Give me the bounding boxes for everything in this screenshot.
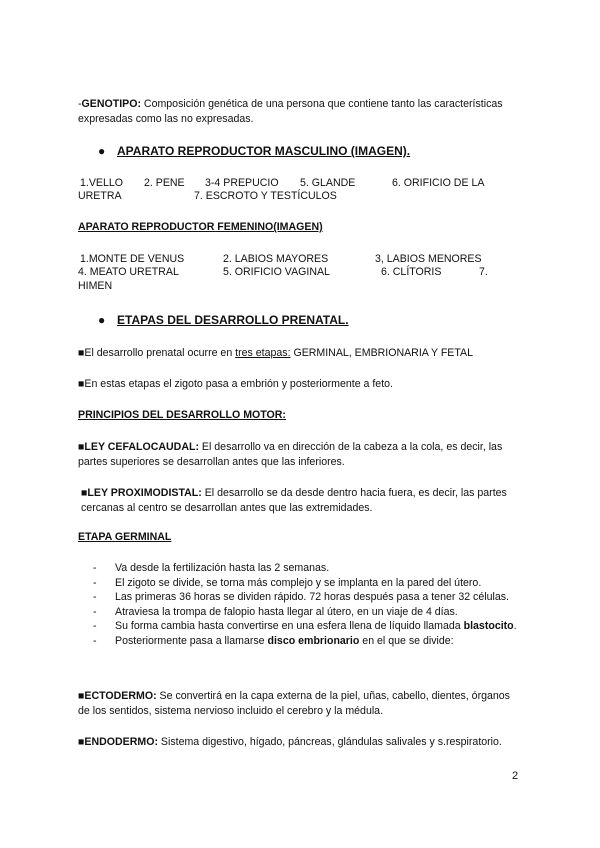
list-item [93,619,523,634]
dash-bullet-icon: - [93,562,97,574]
fem-part-3: 3, LABIOS MENORES [375,253,482,265]
endodermo-term: ENDODERMO: [84,736,158,748]
fem-part-2: 2. LABIOS MAYORES [223,253,329,265]
square-bullet-icon: ■ [78,347,85,359]
list-item [93,605,523,620]
prenatal-paragraph-2 [78,377,522,392]
ley-proximodistal-paragraph [81,486,525,515]
prenatal-1-underlined: tres etapas: [235,347,291,359]
germinal-item-text: Posteriormente pasa a llamarse [115,634,268,647]
dash-bullet-icon: - [93,605,97,618]
ectodermo-paragraph [78,689,522,718]
heading-masculino: APARATO REPRODUCTOR MASCULINO (IMAGEN). [117,144,411,158]
germinal-item-text: El zigoto se divide, se torna más complejo y se implanta en la pared del útero. [115,576,482,589]
germinal-item-bold: blastocito [463,620,514,632]
list-item [93,590,523,605]
dash-bullet-icon: - [93,634,97,647]
germinal-item-bold: disco embrionario [267,634,360,647]
ley-cefalocaudal-paragraph [78,440,522,469]
ley-cefalo-text: El desarrollo va en dirección de la cabeza a la cola, es decir, las partes superiores se desarrollan antes que las inferiores. [78,441,503,468]
germinal-list [93,561,523,648]
genotipo-prefix: - [78,98,82,110]
genotipo-term: GENOTIPO: [81,98,141,110]
genotipo-definition: Composición genética de una persona que contiene tanto las características expresadas como las no expresadas. [78,98,503,125]
ectodermo-term: ECTODERMO: [84,690,157,702]
prenatal-1-text: El desarrollo prenatal ocurre en [84,347,236,359]
square-bullet-icon: ■ [81,487,88,499]
germinal-item-text: Va desde la fertilización hasta las 2 semanas. [115,562,330,574]
fem-part-5: 5. ORIFICIO VAGINAL [223,266,330,278]
fem-part-6: 6. CLÍTORIS [381,266,442,278]
heading-principios: PRINCIPIOS DEL DESARROLLO MOTOR: [78,409,286,421]
ley-proximo-text: El desarrollo se da desde dentro hacia fuera, es decir, las partes cercanas al centro se desarrollan antes que las extremidades. [81,487,507,514]
fem-part-4: 4. MEATO URETRAL [78,266,179,278]
fem-part-7: 7. [479,266,488,278]
list-item [93,634,523,649]
dash-bullet-icon: - [93,591,97,603]
list-item [93,561,523,576]
masc-part-2: 2. PENE [144,177,185,189]
masc-part-6: URETRA [78,190,122,202]
prenatal-2-text: En estas etapas el zigoto pasa a embrión y posteriormente a feto. [84,378,393,390]
prenatal-1-stages: GERMINAL, EMBRIONARIA Y FETAL [290,347,474,359]
germinal-item-end: en el que se divide: [359,634,454,647]
square-bullet-icon: ■ [78,378,85,390]
ectodermo-text: Se convertirá en la capa externa de la piel, uñas, cabello, dientes, órganos de los sentidos, sistema nervioso incluido el cerebro y la médula. [78,690,510,717]
square-bullet-icon: ■ [78,690,85,702]
list-item [93,576,523,591]
dash-bullet-icon: - [93,620,97,632]
bullet-icon: ● [98,313,106,327]
heading-etapas: ETAPAS DEL DESARROLLO PRENATAL. [117,313,349,327]
masc-part-5: 6. ORIFICIO DE LA [392,177,485,189]
germinal-item-end: . [513,620,517,632]
ley-cefalo-term: LEY CEFALOCAUDAL: [84,441,199,453]
ley-proximo-term: LEY PROXIMODISTAL: [87,487,202,499]
dash-bullet-icon: - [93,576,97,589]
masc-part-4: 5. GLANDE [300,177,356,189]
heading-germinal: ETAPA GERMINAL [78,531,172,543]
page-number: 2 [512,770,519,782]
prenatal-paragraph-1 [78,346,522,361]
square-bullet-icon: ■ [78,441,85,453]
genotipo-paragraph [78,97,522,126]
bullet-icon: ● [98,144,106,158]
square-bullet-icon: ■ [78,736,85,748]
masc-part-7: 7. ESCROTO Y TESTÍCULOS [194,190,337,202]
germinal-item-text: Las primeras 36 horas se dividen rápido. 72 horas después pasa a tener 32 células. [115,591,509,603]
germinal-item-text: Atraviesa la trompa de falopio hasta llegar al útero, en un viaje de 4 días. [115,605,458,618]
germinal-item-text: Su forma cambia hasta convertirse en una esfera llena de líquido llamada [115,620,464,632]
masc-part-3: 3-4 PREPUCIO [205,177,279,189]
heading-femenino: APARATO REPRODUCTOR FEMENINO(IMAGEN) [78,221,323,233]
masc-part-1: 1.VELLO [80,177,123,189]
endodermo-text: Sistema digestivo, hígado, páncreas, glándulas salivales y s.respiratorio. [157,736,502,748]
fem-part-8: HIMEN [78,280,113,292]
fem-part-1: 1.MONTE DE VENUS [80,253,185,265]
endodermo-paragraph [78,735,522,750]
